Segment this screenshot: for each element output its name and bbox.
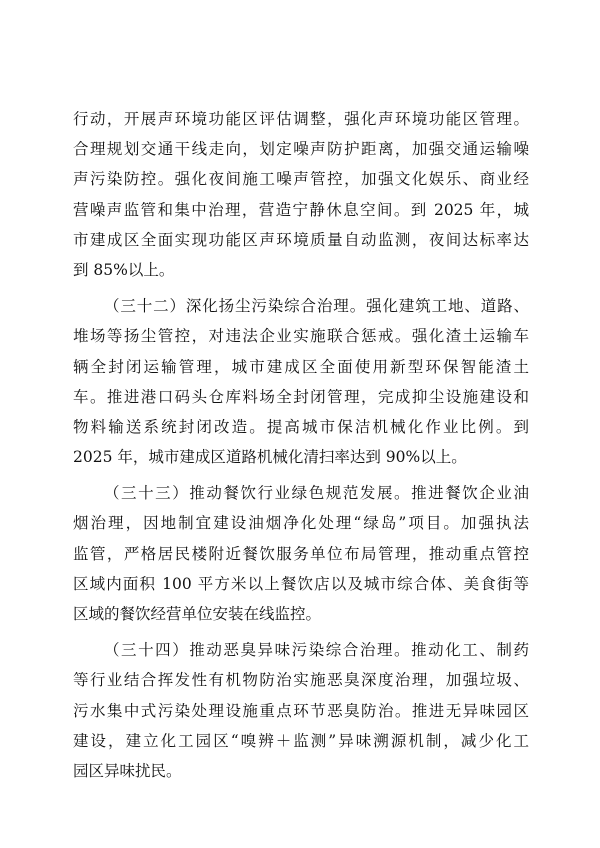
text-line: 烟治理，因地制宜建设油烟净化处理“绿岛”项目。加强执法: [73, 514, 529, 533]
text-line: 到 85%以上。: [73, 260, 175, 279]
text-line: 营噪声监管和集中治理，营造宁静休息空间。到 2025 年，城: [73, 200, 529, 219]
text-line: （三十三）推动餐饮行业绿色规范发展。推进餐饮企业油: [104, 484, 529, 503]
text-line: 建设，建立化工园区“嗅辨＋监测”异味溯源机制，减少化工: [73, 731, 529, 750]
paragraph-odor: [73, 635, 529, 786]
text-line: 市建成区全面实现功能区声环境质量自动监测，夜间达标率达: [73, 230, 529, 249]
text-line: 车。推进港口码头仓库料场全封闭管理，完成抑尘设施建设和: [73, 387, 529, 406]
text-line: 行动，开展声环境功能区评估调整，强化声环境功能区管理。: [73, 110, 529, 128]
text-line: 辆全封闭运输管理，城市建成区全面使用新型环保智能渣土: [73, 357, 529, 376]
paragraph-catering: [73, 478, 529, 629]
paragraph-noise-control: [73, 104, 529, 285]
paragraph-dust-control: [73, 291, 529, 472]
text-line: （三十四）推动恶臭异味污染综合治理。推动化工、制药: [104, 641, 529, 660]
text-line: 合理规划交通干线走向，划定噪声防护距离，加强交通运输噪: [73, 140, 529, 159]
text-line: 监管，严格居民楼附近餐饮服务单位布局管理，推动重点管控: [73, 544, 529, 563]
text-line: 声污染防控。强化夜间施工噪声管控，加强文化娱乐、商业经: [73, 170, 529, 189]
text-line: （三十二）深化扬尘污染综合治理。强化建筑工地、道路、: [104, 297, 529, 316]
text-line: 污水集中式污染处理设施重点环节恶臭防治。推进无异味园区: [73, 701, 529, 720]
text-line: 2025 年，城市建成区道路机械化清扫率达到 90%以上。: [73, 448, 467, 467]
text-line: 物料输送系统封闭改造。提高城市保洁机械化作业比例。到: [73, 417, 529, 436]
body-text: [73, 104, 529, 786]
text-line: 园区异味扰民。: [73, 761, 182, 780]
text-line: 区域的餐饮经营单位安装在线监控。: [73, 605, 322, 623]
text-line: 等行业结合挥发性有机物防治实施恶臭深度治理，加强垃圾、: [73, 671, 529, 690]
text-line: 堆场等扬尘管控，对违法企业实施联合惩戒。强化渣土运输车: [73, 327, 529, 346]
text-line: 区域内面积 100 平方米以上餐饮店以及城市综合体、美食街等: [73, 574, 529, 593]
